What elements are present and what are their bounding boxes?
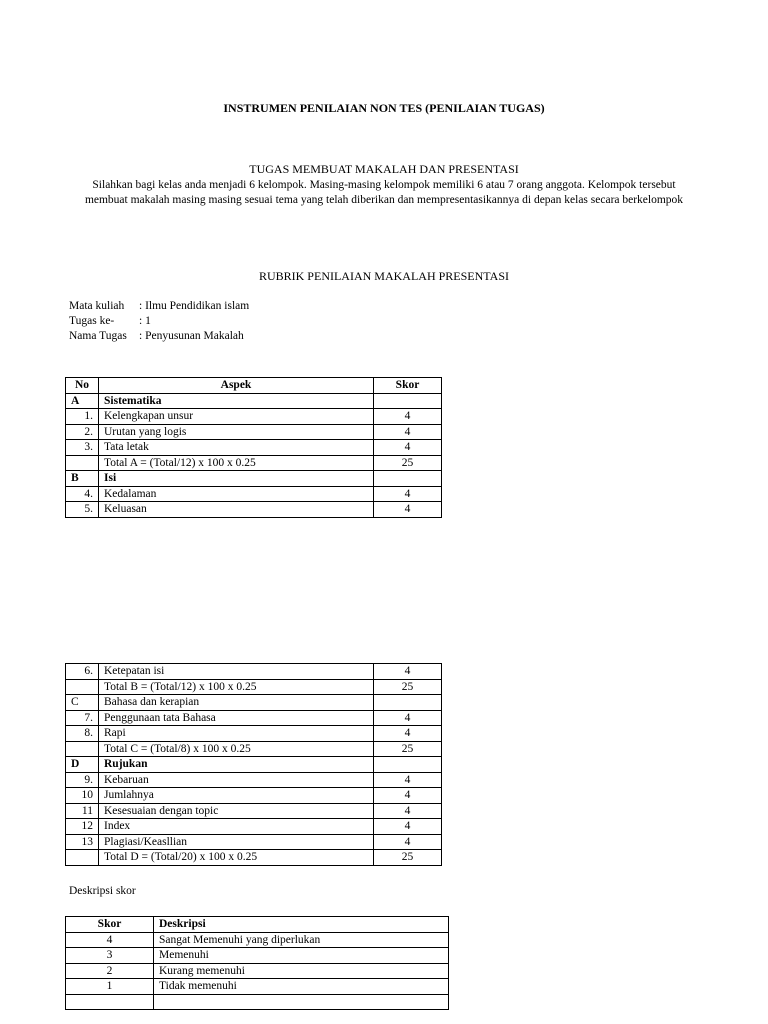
cell-aspek: Total B = (Total/12) x 100 x 0.25 <box>99 679 374 695</box>
cell-no: 6. <box>66 664 99 680</box>
table-row <box>66 679 442 695</box>
cell-aspek: Index <box>99 819 374 835</box>
cell-deskripsi: Kurang memenuhi <box>154 963 449 979</box>
cell-aspek: Kesesuaian dengan topic <box>99 803 374 819</box>
cell-deskripsi: Memenuhi <box>154 948 449 964</box>
cell-aspek: Keluasan <box>99 502 374 518</box>
cell-skor: 4 <box>374 710 442 726</box>
table-row <box>66 772 442 788</box>
table-row <box>66 710 442 726</box>
cell-aspek: Rapi <box>99 726 374 742</box>
cell-skor: 4 <box>374 819 442 835</box>
table-row <box>66 834 442 850</box>
cell-no: C <box>66 695 99 711</box>
table-row <box>66 664 442 680</box>
cell-aspek: Urutan yang logis <box>99 424 374 440</box>
cell-aspek: Total C = (Total/8) x 100 x 0.25 <box>99 741 374 757</box>
table-row <box>66 819 442 835</box>
table-row <box>66 994 449 1010</box>
table-header-row <box>66 917 449 933</box>
cell-deskripsi <box>154 994 449 1010</box>
document-title: INSTRUMEN PENILAIAN NON TES (PENILAIAN TUGAS) <box>223 101 545 115</box>
cell-no <box>66 741 99 757</box>
cell-no: 1. <box>66 409 99 425</box>
cell-no: 4. <box>66 486 99 502</box>
table-row <box>66 803 442 819</box>
cell-skor <box>374 757 442 773</box>
header-deskripsi: Deskripsi <box>154 917 449 933</box>
section-row <box>66 757 442 773</box>
task-instructions <box>0 178 768 208</box>
header-no: No <box>66 378 99 394</box>
table-row <box>66 726 442 742</box>
cell-skor: 4 <box>66 932 154 948</box>
cell-no <box>66 679 99 695</box>
cell-skor: 25 <box>374 455 442 471</box>
section-row <box>66 695 442 711</box>
meta-label: Nama Tugas <box>69 330 127 342</box>
header-aspek: Aspek <box>99 378 374 394</box>
cell-skor <box>374 695 442 711</box>
cell-no: 2. <box>66 424 99 440</box>
cell-aspek: Kedalaman <box>99 486 374 502</box>
table-row <box>66 486 442 502</box>
cell-aspek: Isi <box>99 471 374 487</box>
cell-no: 8. <box>66 726 99 742</box>
deskripsi-table <box>65 916 449 1010</box>
cell-no: 13 <box>66 834 99 850</box>
cell-deskripsi: Sangat Memenuhi yang diperlukan <box>154 932 449 948</box>
task-title: TUGAS MEMBUAT MAKALAH DAN PRESENTASI <box>249 162 519 176</box>
cell-aspek: Kebaruan <box>99 772 374 788</box>
cell-no <box>66 455 99 471</box>
rubric-table-part1 <box>65 377 442 518</box>
meta-value: : 1 <box>139 315 151 327</box>
table-row <box>66 948 449 964</box>
cell-no: D <box>66 757 99 773</box>
rubric-table-part2 <box>65 663 442 866</box>
cell-skor: 4 <box>374 803 442 819</box>
cell-skor <box>374 393 442 409</box>
cell-no: 12 <box>66 819 99 835</box>
cell-skor: 4 <box>374 424 442 440</box>
cell-no: 9. <box>66 772 99 788</box>
header-skor: Skor <box>66 917 154 933</box>
meta-row <box>69 299 249 314</box>
instruction-line: membuat makalah masing masing sesuai tema yang telah diberikan dan mempresentasikannya di depan kelas secara berkelompok <box>84 194 684 206</box>
table-row <box>66 979 449 995</box>
cell-aspek: Rujukan <box>99 757 374 773</box>
section-row <box>66 393 442 409</box>
cell-skor: 4 <box>374 788 442 804</box>
cell-no: 7. <box>66 710 99 726</box>
cell-aspek: Total A = (Total/12) x 100 x 0.25 <box>99 455 374 471</box>
cell-aspek: Tata letak <box>99 440 374 456</box>
cell-skor: 4 <box>374 726 442 742</box>
cell-no: A <box>66 393 99 409</box>
cell-skor <box>374 471 442 487</box>
table-row <box>66 409 442 425</box>
meta-value: : Ilmu Pendidikan islam <box>139 300 250 312</box>
cell-skor <box>66 994 154 1010</box>
cell-skor: 4 <box>374 834 442 850</box>
cell-skor: 1 <box>66 979 154 995</box>
cell-skor: 25 <box>374 741 442 757</box>
cell-no <box>66 850 99 866</box>
table-row <box>66 502 442 518</box>
cell-aspek: Bahasa dan kerapian <box>99 695 374 711</box>
meta-row <box>69 314 249 329</box>
cell-no: 3. <box>66 440 99 456</box>
cell-skor: 4 <box>374 486 442 502</box>
meta-row <box>69 329 249 344</box>
table-row <box>66 440 442 456</box>
meta-value: : Penyusunan Makalah <box>139 330 244 342</box>
table-header-row <box>66 378 442 394</box>
cell-aspek: Penggunaan tata Bahasa <box>99 710 374 726</box>
rubric-meta <box>69 299 249 344</box>
cell-skor: 4 <box>374 664 442 680</box>
cell-aspek: Ketepatan isi <box>99 664 374 680</box>
deskripsi-label: Deskripsi skor <box>69 885 136 897</box>
header-skor: Skor <box>374 378 442 394</box>
cell-no: B <box>66 471 99 487</box>
cell-aspek: Kelengkapan unsur <box>99 409 374 425</box>
cell-skor: 25 <box>374 679 442 695</box>
cell-aspek: Sistematika <box>99 393 374 409</box>
meta-label: Mata kuliah <box>69 300 125 312</box>
cell-no: 10 <box>66 788 99 804</box>
meta-label: Tugas ke- <box>69 315 115 327</box>
cell-aspek: Total D = (Total/20) x 100 x 0.25 <box>99 850 374 866</box>
cell-no: 5. <box>66 502 99 518</box>
instruction-line: Silahkan bagi kelas anda menjadi 6 kelompok. Masing-masing kelompok memiliki 6 atau 7 orang anggota. Kelompok tersebut <box>92 179 676 191</box>
table-row <box>66 424 442 440</box>
cell-skor: 4 <box>374 772 442 788</box>
table-row <box>66 850 442 866</box>
table-row <box>66 455 442 471</box>
cell-skor: 4 <box>374 502 442 518</box>
table-row <box>66 932 449 948</box>
table-row <box>66 741 442 757</box>
cell-aspek: Plagiasi/Keasllian <box>99 834 374 850</box>
table-row <box>66 963 449 979</box>
cell-deskripsi: Tidak memenuhi <box>154 979 449 995</box>
rubric-title: RUBRIK PENILAIAN MAKALAH PRESENTASI <box>258 269 510 283</box>
cell-skor: 3 <box>66 948 154 964</box>
cell-skor: 25 <box>374 850 442 866</box>
cell-skor: 2 <box>66 963 154 979</box>
cell-aspek: Jumlahnya <box>99 788 374 804</box>
cell-skor: 4 <box>374 440 442 456</box>
cell-no: 11 <box>66 803 99 819</box>
table-row <box>66 788 442 804</box>
cell-skor: 4 <box>374 409 442 425</box>
section-row <box>66 471 442 487</box>
